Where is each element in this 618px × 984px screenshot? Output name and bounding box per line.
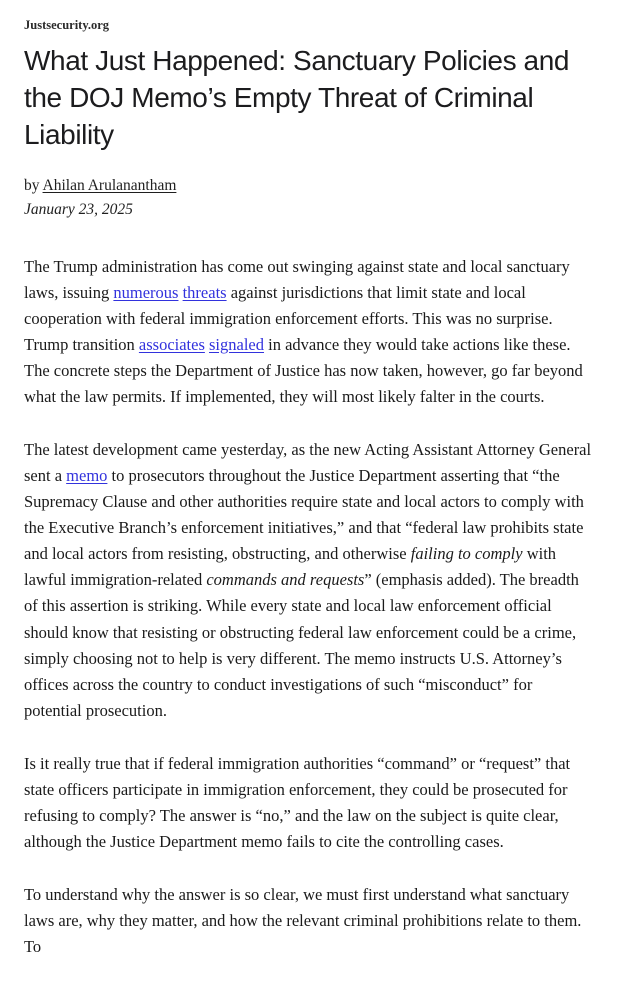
article-title: What Just Happened: Sanctuary Policies and the DOJ Memo’s Empty Threat of Criminal Liability [24, 45, 570, 150]
article-body [24, 254, 594, 961]
inline-link[interactable]: memo [66, 466, 108, 486]
paragraph [24, 751, 594, 855]
paragraph [24, 882, 594, 960]
author-link[interactable]: Ahilan Arulanantham [42, 176, 177, 194]
inline-link[interactable]: numerous [113, 282, 179, 302]
byline-prefix: by [24, 176, 43, 194]
paragraph-text: The Trump administration has come out swinging against state and local sanctuary laws, issuing [24, 256, 570, 302]
inline-link[interactable]: associates [138, 334, 205, 354]
paragraph [24, 437, 594, 724]
paragraph-text: against jurisdictions that limit state and local cooperation with federal immigration enforcement efforts. This was no surprise. Trump transition [24, 282, 553, 354]
paragraph-text: Is it really true that if federal immigration authorities “command” or “request” that state officers participate in immigration enforcement, they could be prosecuted for refusing to comply? The answer is “no,” and the law on the subject is quite clear, although the Justice Department memo fails to cite the controlling cases. [24, 753, 571, 851]
article-date: January 23, 2025 [24, 200, 133, 218]
byline [24, 176, 594, 197]
paragraph-text: The latest development came yesterday, as the new Acting Assistant Attorney General sent a [24, 440, 592, 486]
emphasis-text: failing to comply [410, 544, 523, 564]
emphasis-text: commands and requests [206, 570, 365, 590]
site-label: Justsecurity.org [24, 18, 110, 32]
paragraph-text: ” (emphasis added). The breadth of this assertion is striking. While every state and local law enforcement official should know that resisting or obstructing federal law enforcement could be a crime, simply choosing not to help is very different. The memo instructs U.S. Attorney’s offices across the country to conduct investigations of such “misconduct” for potential prosecution. [24, 570, 579, 720]
paragraph-text: in advance they would take actions like these. The concrete steps the Department of Justice has now taken, however, go far beyond what the law permits. If implemented, they will most likely falter in the courts. [24, 334, 583, 407]
inline-link[interactable]: threats [182, 282, 227, 302]
paragraph-text: with lawful immigration-related [24, 544, 557, 590]
paragraph-text: to prosecutors throughout the Justice Department asserting that “the Supremacy Clause and other authorities require state and local actors to comply with the Executive Branch’s enforcement initiatives,” and that “federal law prohibits state and local actors from resisting, obstructing, and otherwise [24, 466, 584, 564]
inline-link[interactable]: signaled [209, 334, 265, 354]
paragraph-text: To understand why the answer is so clear, we must first understand what sanctuary laws are, why they matter, and how the relevant criminal prohibitions relate to them. To [24, 885, 582, 957]
paragraph [24, 254, 594, 410]
